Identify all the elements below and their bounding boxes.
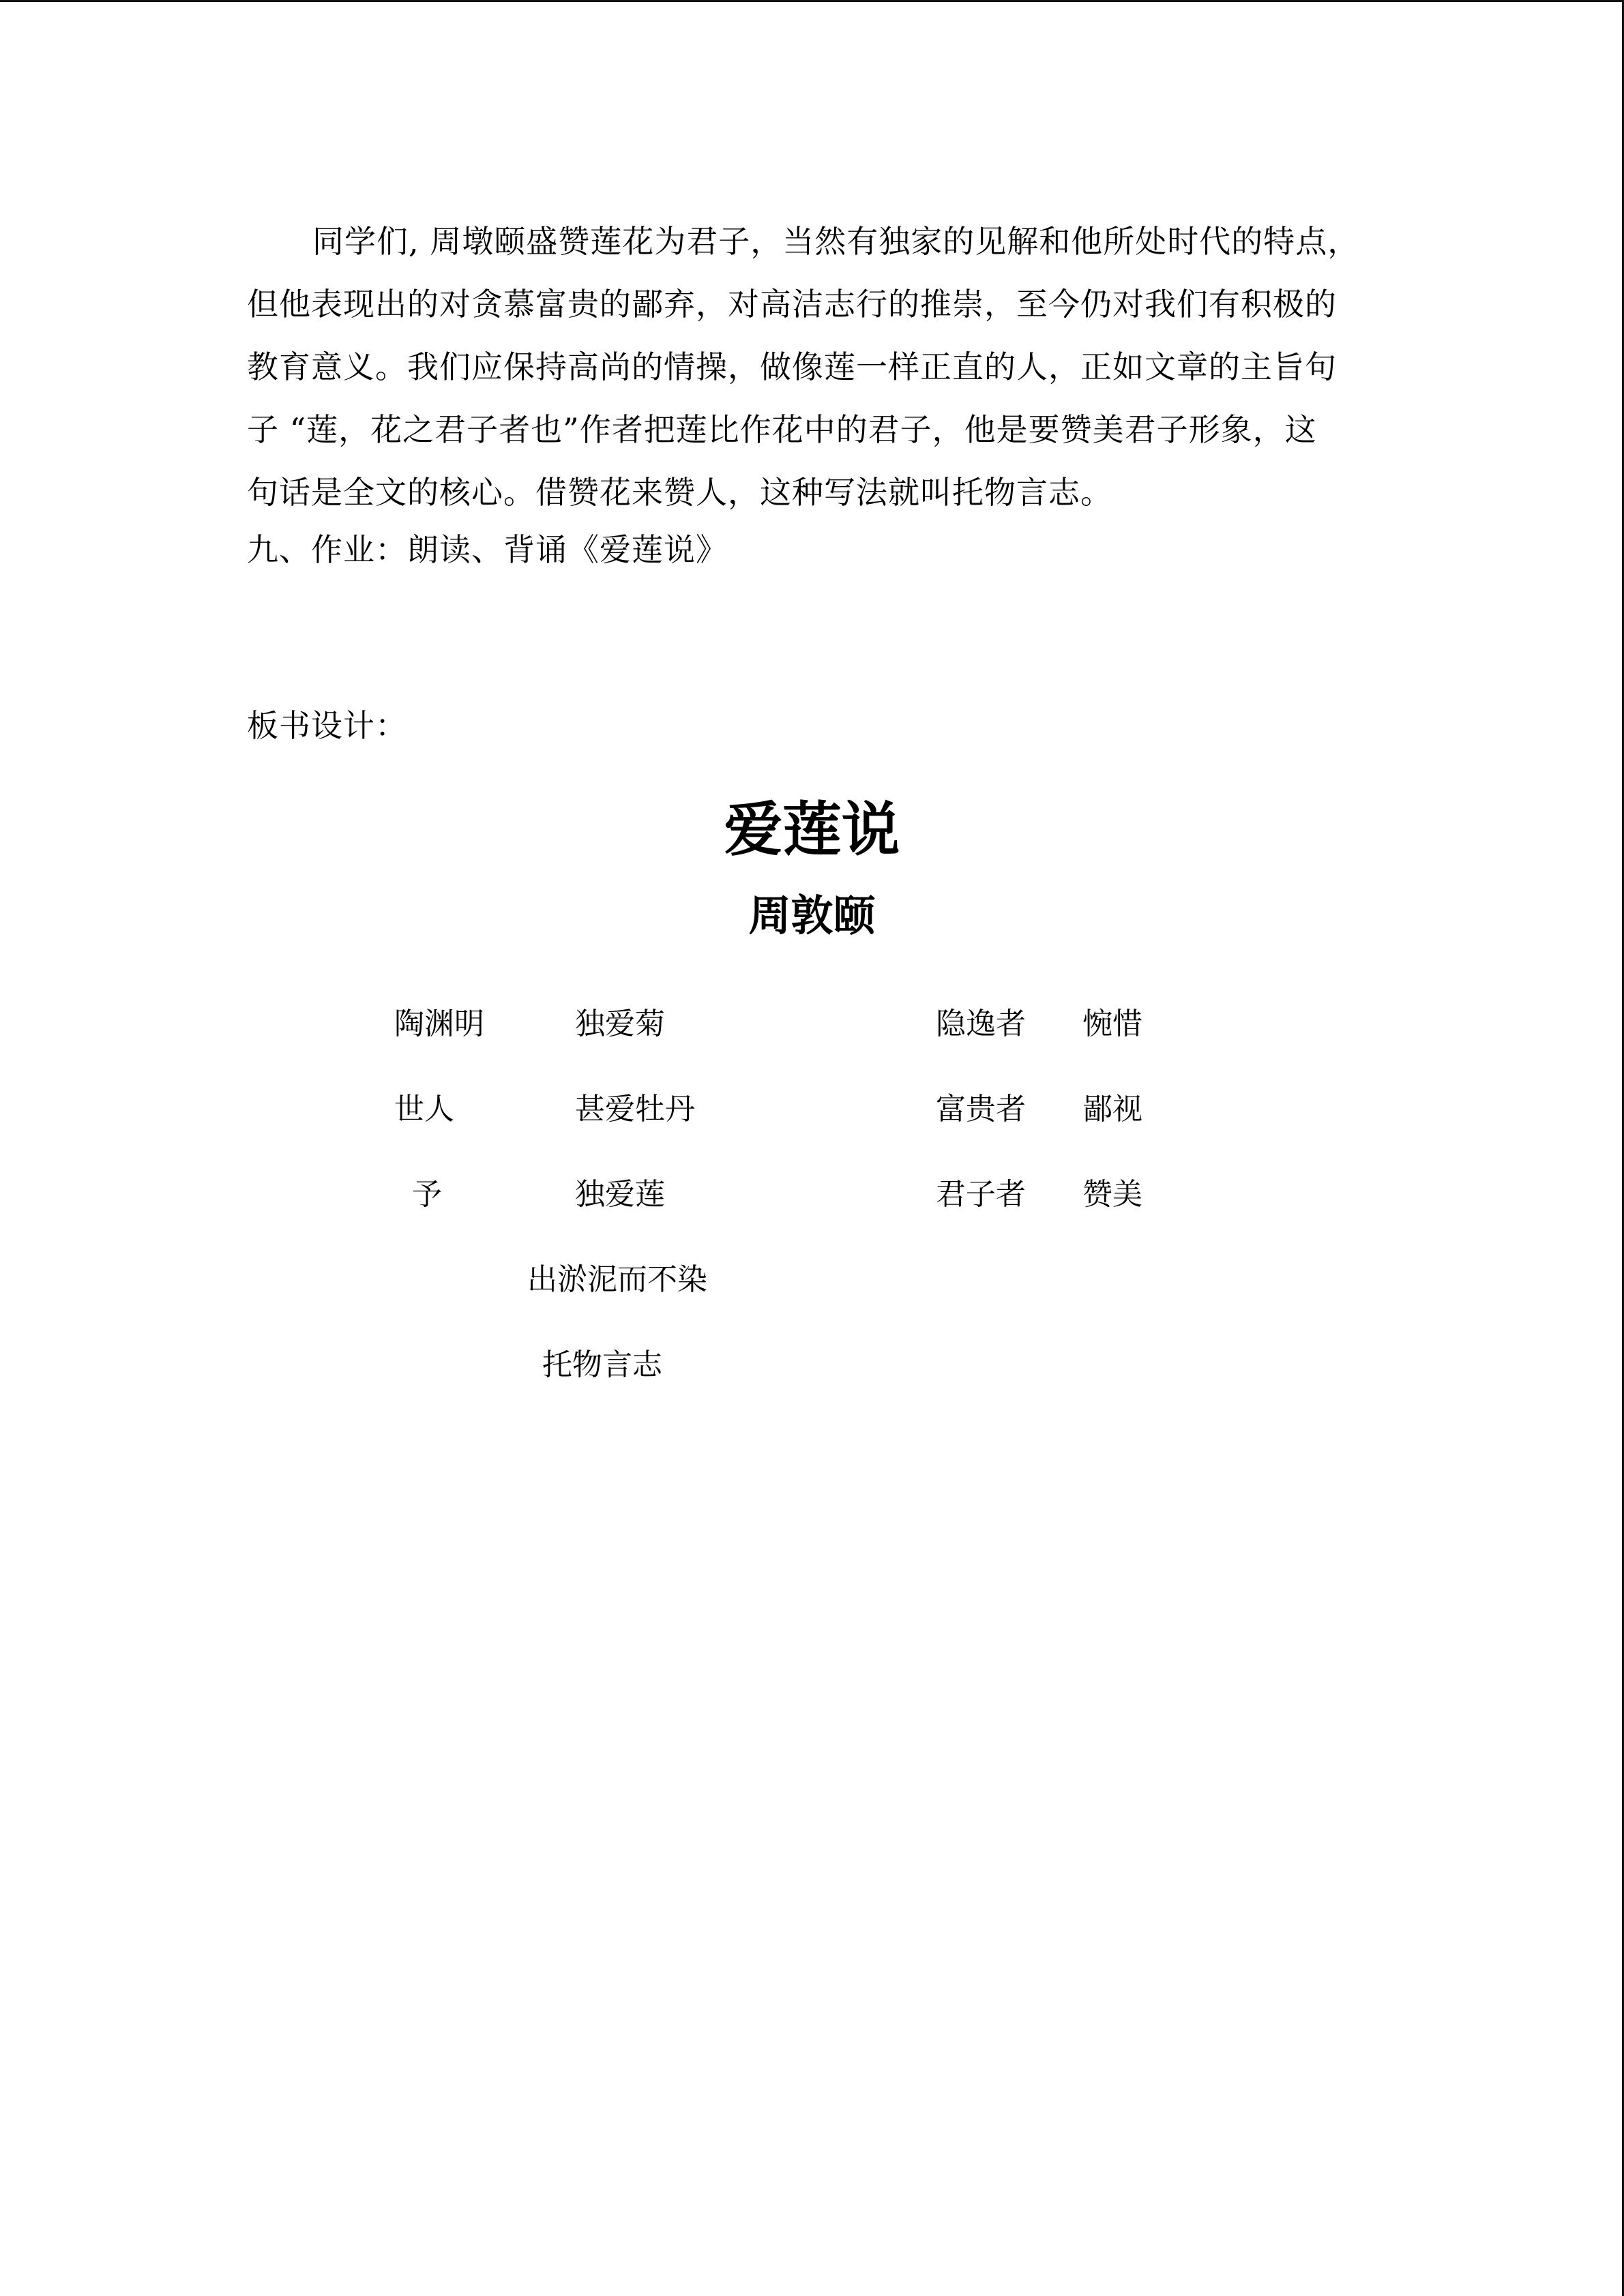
board-person: 世人	[394, 1092, 454, 1127]
paragraph-line: 同学们, 周墩颐盛赞莲花为君子，当然有独家的见解和他所处时代的特点，	[312, 223, 1360, 260]
board-love: 独爱莲	[575, 1177, 665, 1212]
conclusion-paragraph	[247, 210, 1379, 524]
board-lotus-trait: 出淤泥而不染	[527, 1262, 707, 1297]
board-who: 富贵者	[936, 1092, 1026, 1127]
board-title: 爱莲说	[724, 796, 900, 864]
board-attitude: 鄙视	[1082, 1092, 1142, 1127]
board-attitude: 惋惜	[1082, 1007, 1142, 1041]
board-design-label: 板书设计：	[247, 707, 407, 744]
board-author: 周敦颐	[748, 891, 876, 940]
homework-line: 九、作业：朗读、背诵《爱莲说》	[247, 531, 728, 568]
board-attitude: 赞美	[1082, 1177, 1142, 1212]
board-who: 君子者	[936, 1177, 1026, 1212]
board-love: 独爱菊	[575, 1007, 665, 1041]
board-technique: 托物言志	[542, 1347, 662, 1382]
board-person: 予	[412, 1177, 442, 1212]
board-person: 陶渊明	[394, 1007, 484, 1041]
board-who: 隐逸者	[936, 1007, 1026, 1041]
paragraph-line: 教育意义。我们应保持高尚的情操，做像莲一样正直的人，正如文章的主旨句	[247, 348, 1337, 385]
page-top-border	[0, 0, 1624, 2]
paragraph-line: 句话是全文的核心。借赞花来赞人，这种写法就叫托物言志。	[247, 474, 1112, 511]
board-love: 甚爱牡丹	[575, 1092, 695, 1127]
paragraph-line: 但他表现出的对贪慕富贵的鄙弃，对高洁志行的推崇，至今仍对我们有积极的	[247, 286, 1337, 323]
paragraph-line: 子 “莲，花之君子者也”作者把莲比作花中的君子，他是要赞美君子形象，这	[247, 411, 1317, 448]
